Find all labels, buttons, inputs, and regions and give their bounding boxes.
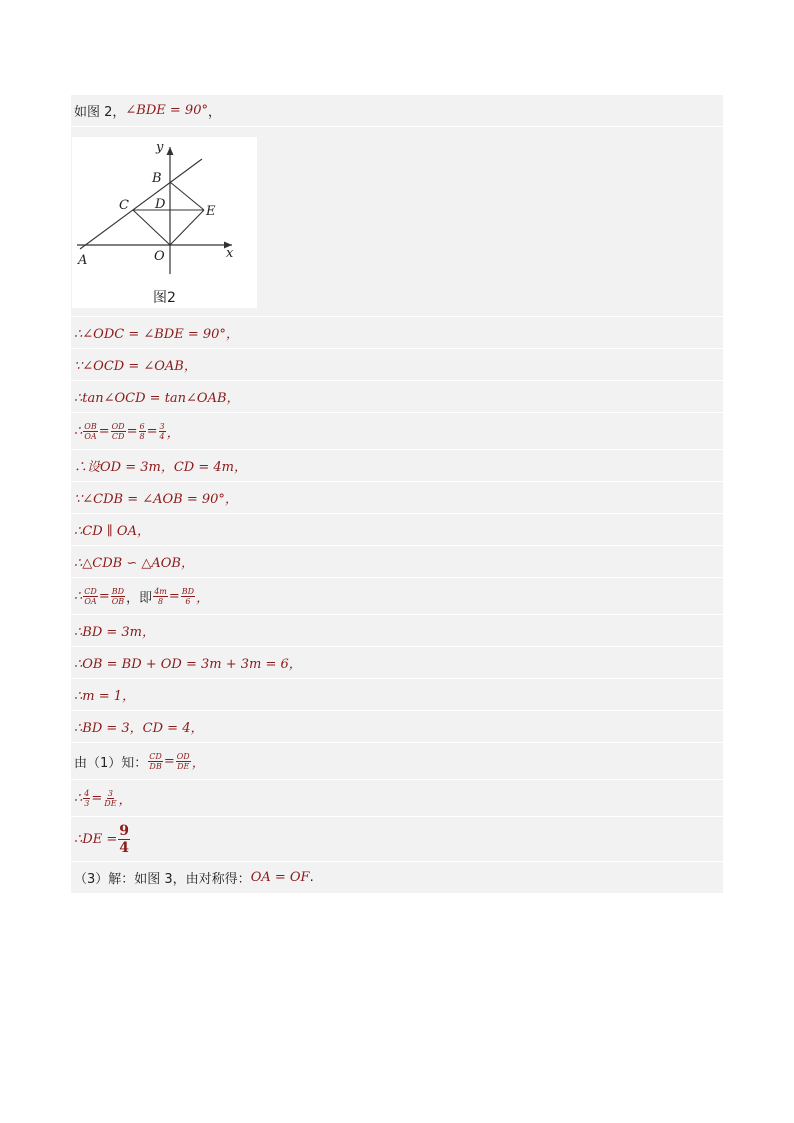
label-E: E — [206, 204, 216, 219]
denominator: DB — [149, 761, 162, 771]
punct: ， — [118, 792, 132, 808]
fraction — [83, 587, 98, 606]
line-intro — [71, 95, 723, 126]
from-part-1-text: 由（1）知： — [74, 755, 148, 771]
line-11 — [71, 647, 723, 678]
line-11-text: ∴OB = BD + OD = 3m + 3m = 6， — [74, 657, 302, 672]
numerator: BD — [181, 586, 195, 596]
line-5 — [71, 450, 723, 481]
punct: ， — [166, 425, 180, 441]
label-B: B — [152, 171, 162, 186]
line-16 — [71, 817, 723, 861]
line-15 — [71, 780, 723, 816]
numerator: 9 — [119, 822, 129, 839]
fraction — [159, 422, 166, 441]
fraction — [111, 587, 125, 606]
intro-math: ∠BDE = 90° — [125, 103, 208, 118]
numerator: 3 — [107, 788, 113, 798]
numerator: CD — [149, 751, 162, 761]
y-axis-arrow — [167, 147, 174, 155]
line-5-text: ∴设OD = 3m，CD = 4m， — [74, 460, 247, 475]
segment-CO — [133, 210, 170, 245]
denominator: OB — [111, 596, 125, 606]
line-9 — [71, 578, 723, 614]
numerator: 3 — [159, 421, 165, 431]
line-12-text: ∴m = 1， — [74, 689, 136, 704]
denominator: 6 — [185, 596, 191, 606]
denominator: 8 — [157, 596, 164, 606]
fraction — [176, 752, 191, 771]
line-4 — [71, 413, 723, 449]
line-AB — [80, 159, 202, 249]
line-13-text: ∴BD = 3，CD = 4， — [74, 721, 204, 736]
line-6 — [71, 482, 723, 513]
numerator: OB — [84, 421, 97, 431]
line-8-text: ∴△CDB ∽ △AOB， — [74, 556, 194, 571]
equals: = — [146, 423, 158, 439]
connector-text: ，即 — [126, 590, 153, 606]
line-10-text: ∴BD = 3m， — [74, 625, 156, 640]
punct: ， — [196, 590, 210, 606]
therefore-symbol: ∴ — [74, 790, 83, 806]
fraction — [148, 752, 163, 771]
label-O: O — [154, 249, 165, 264]
fraction — [153, 587, 168, 606]
numerator: 4m — [154, 586, 167, 596]
denominator: 4 — [119, 839, 129, 856]
fraction — [83, 789, 90, 808]
segment-EO — [170, 210, 204, 245]
fraction — [103, 789, 117, 808]
denominator: OA — [84, 431, 97, 441]
line-14 — [71, 743, 723, 779]
segment-BE — [170, 182, 204, 210]
label-D: D — [155, 197, 166, 212]
numerator: 4 — [84, 788, 90, 798]
line-3-text: ∴tan∠OCD = tan∠OAB， — [74, 391, 240, 406]
line-3 — [71, 381, 723, 412]
punct: . — [309, 870, 314, 885]
line-10 — [71, 615, 723, 646]
numerator: CD — [84, 586, 97, 596]
line-7-text: ∴CD ∥ OA， — [74, 524, 150, 539]
line-6-text: ∵∠CDB = ∠AOB = 90°， — [74, 492, 238, 507]
line-1-text: ∴∠ODC = ∠BDE = 90°， — [74, 327, 239, 342]
denominator: CD — [111, 431, 125, 441]
fraction — [111, 422, 126, 441]
denominator: OA — [84, 596, 97, 606]
label-x: x — [226, 246, 234, 261]
equals: = — [163, 753, 175, 769]
punct: ， — [191, 755, 205, 771]
line-1 — [71, 317, 723, 348]
numerator: 6 — [139, 421, 145, 431]
solution-content — [71, 95, 723, 894]
therefore-symbol: ∴ — [74, 423, 83, 439]
denominator: DE — [177, 761, 190, 771]
part-3-math: OA = OF — [250, 870, 310, 885]
line-7 — [71, 514, 723, 545]
fraction — [139, 422, 146, 441]
line-17 — [71, 862, 723, 893]
label-A: A — [78, 253, 88, 268]
denominator: DE — [104, 798, 117, 808]
part-3-text: （3）解：如图 3，由对称得： — [74, 872, 251, 887]
line-2 — [71, 349, 723, 380]
equals: = — [126, 423, 138, 439]
line-12 — [71, 679, 723, 710]
fraction-result — [118, 823, 130, 856]
equals: = — [91, 790, 103, 806]
denominator: 3 — [84, 798, 90, 808]
de-equals-text: ∴DE = — [74, 831, 118, 847]
intro-punct: ， — [207, 105, 221, 120]
equals: = — [168, 588, 180, 604]
fraction — [181, 587, 195, 606]
equals: = — [98, 588, 110, 604]
denominator: 8 — [139, 431, 145, 441]
therefore-symbol: ∴ — [74, 588, 83, 604]
line-2-text: ∵∠OCD = ∠OAB， — [74, 359, 197, 374]
label-y: y — [156, 140, 164, 155]
fraction — [83, 422, 97, 441]
numerator: OD — [176, 751, 190, 761]
numerator: BD — [111, 586, 125, 596]
numerator: OD — [111, 421, 125, 431]
denominator: 4 — [159, 431, 165, 441]
line-8 — [71, 546, 723, 577]
label-C: C — [119, 198, 129, 213]
figure-caption: 图2 — [153, 290, 176, 306]
line-13 — [71, 711, 723, 742]
coordinate-diagram — [72, 137, 257, 308]
intro-text: 如图 2， — [74, 105, 126, 120]
figure-row — [71, 127, 723, 316]
figure-2 — [72, 137, 257, 308]
equals: = — [98, 423, 110, 439]
